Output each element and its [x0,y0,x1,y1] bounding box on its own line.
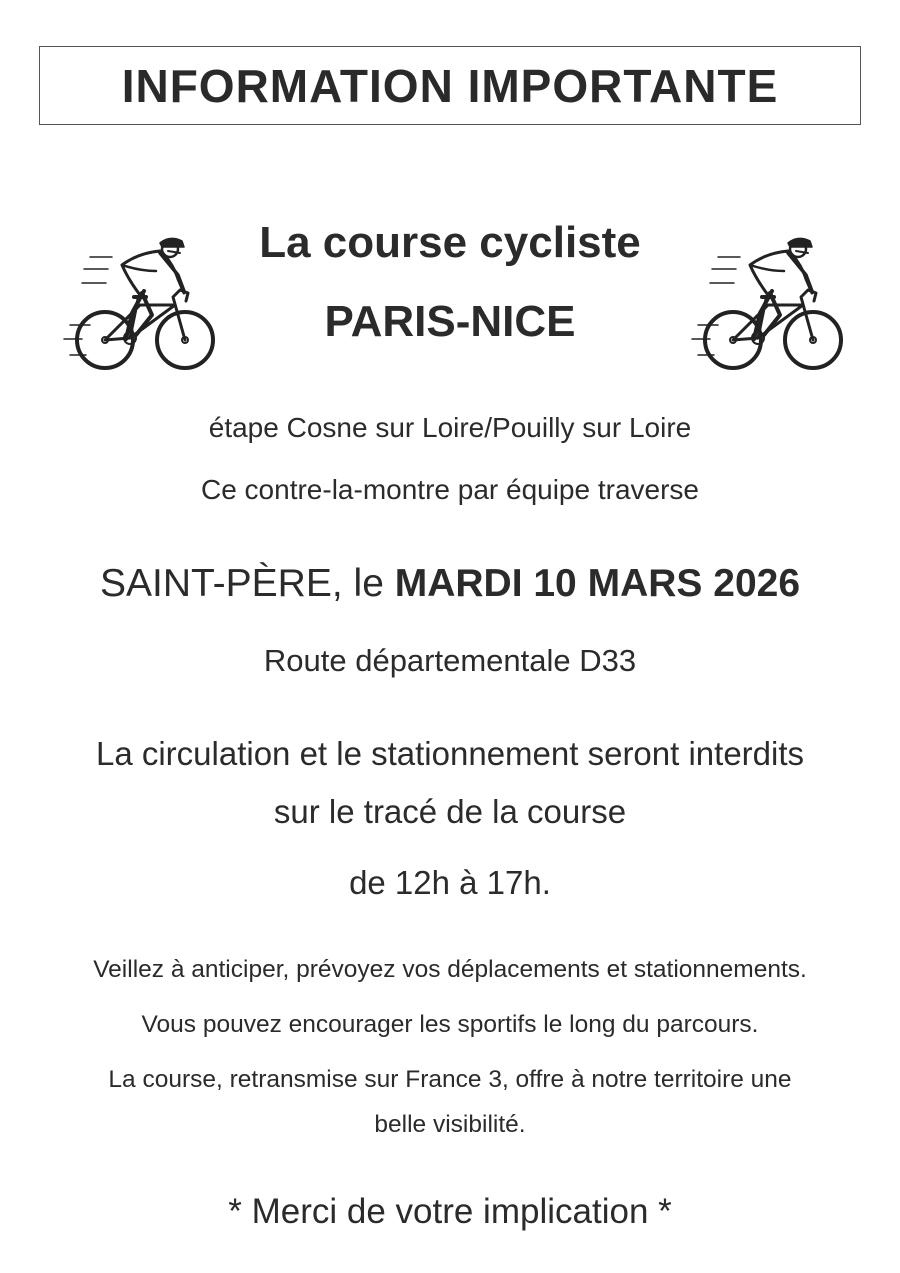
date-text: MARDI 10 MARS 2026 [394,562,801,605]
thanks-text: * Merci de votre implication * [228,1192,672,1231]
place-text: SAINT-PÈRE, le [99,562,395,605]
stage-text: étape Cosne sur Loire/Pouilly sur Loire [208,412,692,443]
header-title: INFORMATION IMPORTANTE [121,59,779,112]
advice-line-2: Vous pouvez encourager les sportifs le long du parcours. [141,1011,759,1038]
event-name: PARIS-NICE [324,297,576,346]
advice-line-1: Veillez à anticiper, prévoyez vos déplacements et stationnements. [93,956,807,983]
event-title: La course cycliste [259,218,641,267]
traffic-line-1: La circulation et le stationnement seront interdits [95,735,805,772]
road-text: Route départementale D33 [263,643,637,678]
traffic-line-2: sur le tracé de la course [273,793,627,830]
closure-hours: de 12h à 17h. [349,864,551,901]
crossing-text: Ce contre-la-montre par équipe traverse [200,474,699,505]
header-box [39,46,861,125]
advice-line-4: belle visibilité. [374,1111,526,1138]
advice-line-3: La course, retransmise sur France 3, offre à notre territoire une [108,1066,792,1093]
place-date [0,562,900,606]
